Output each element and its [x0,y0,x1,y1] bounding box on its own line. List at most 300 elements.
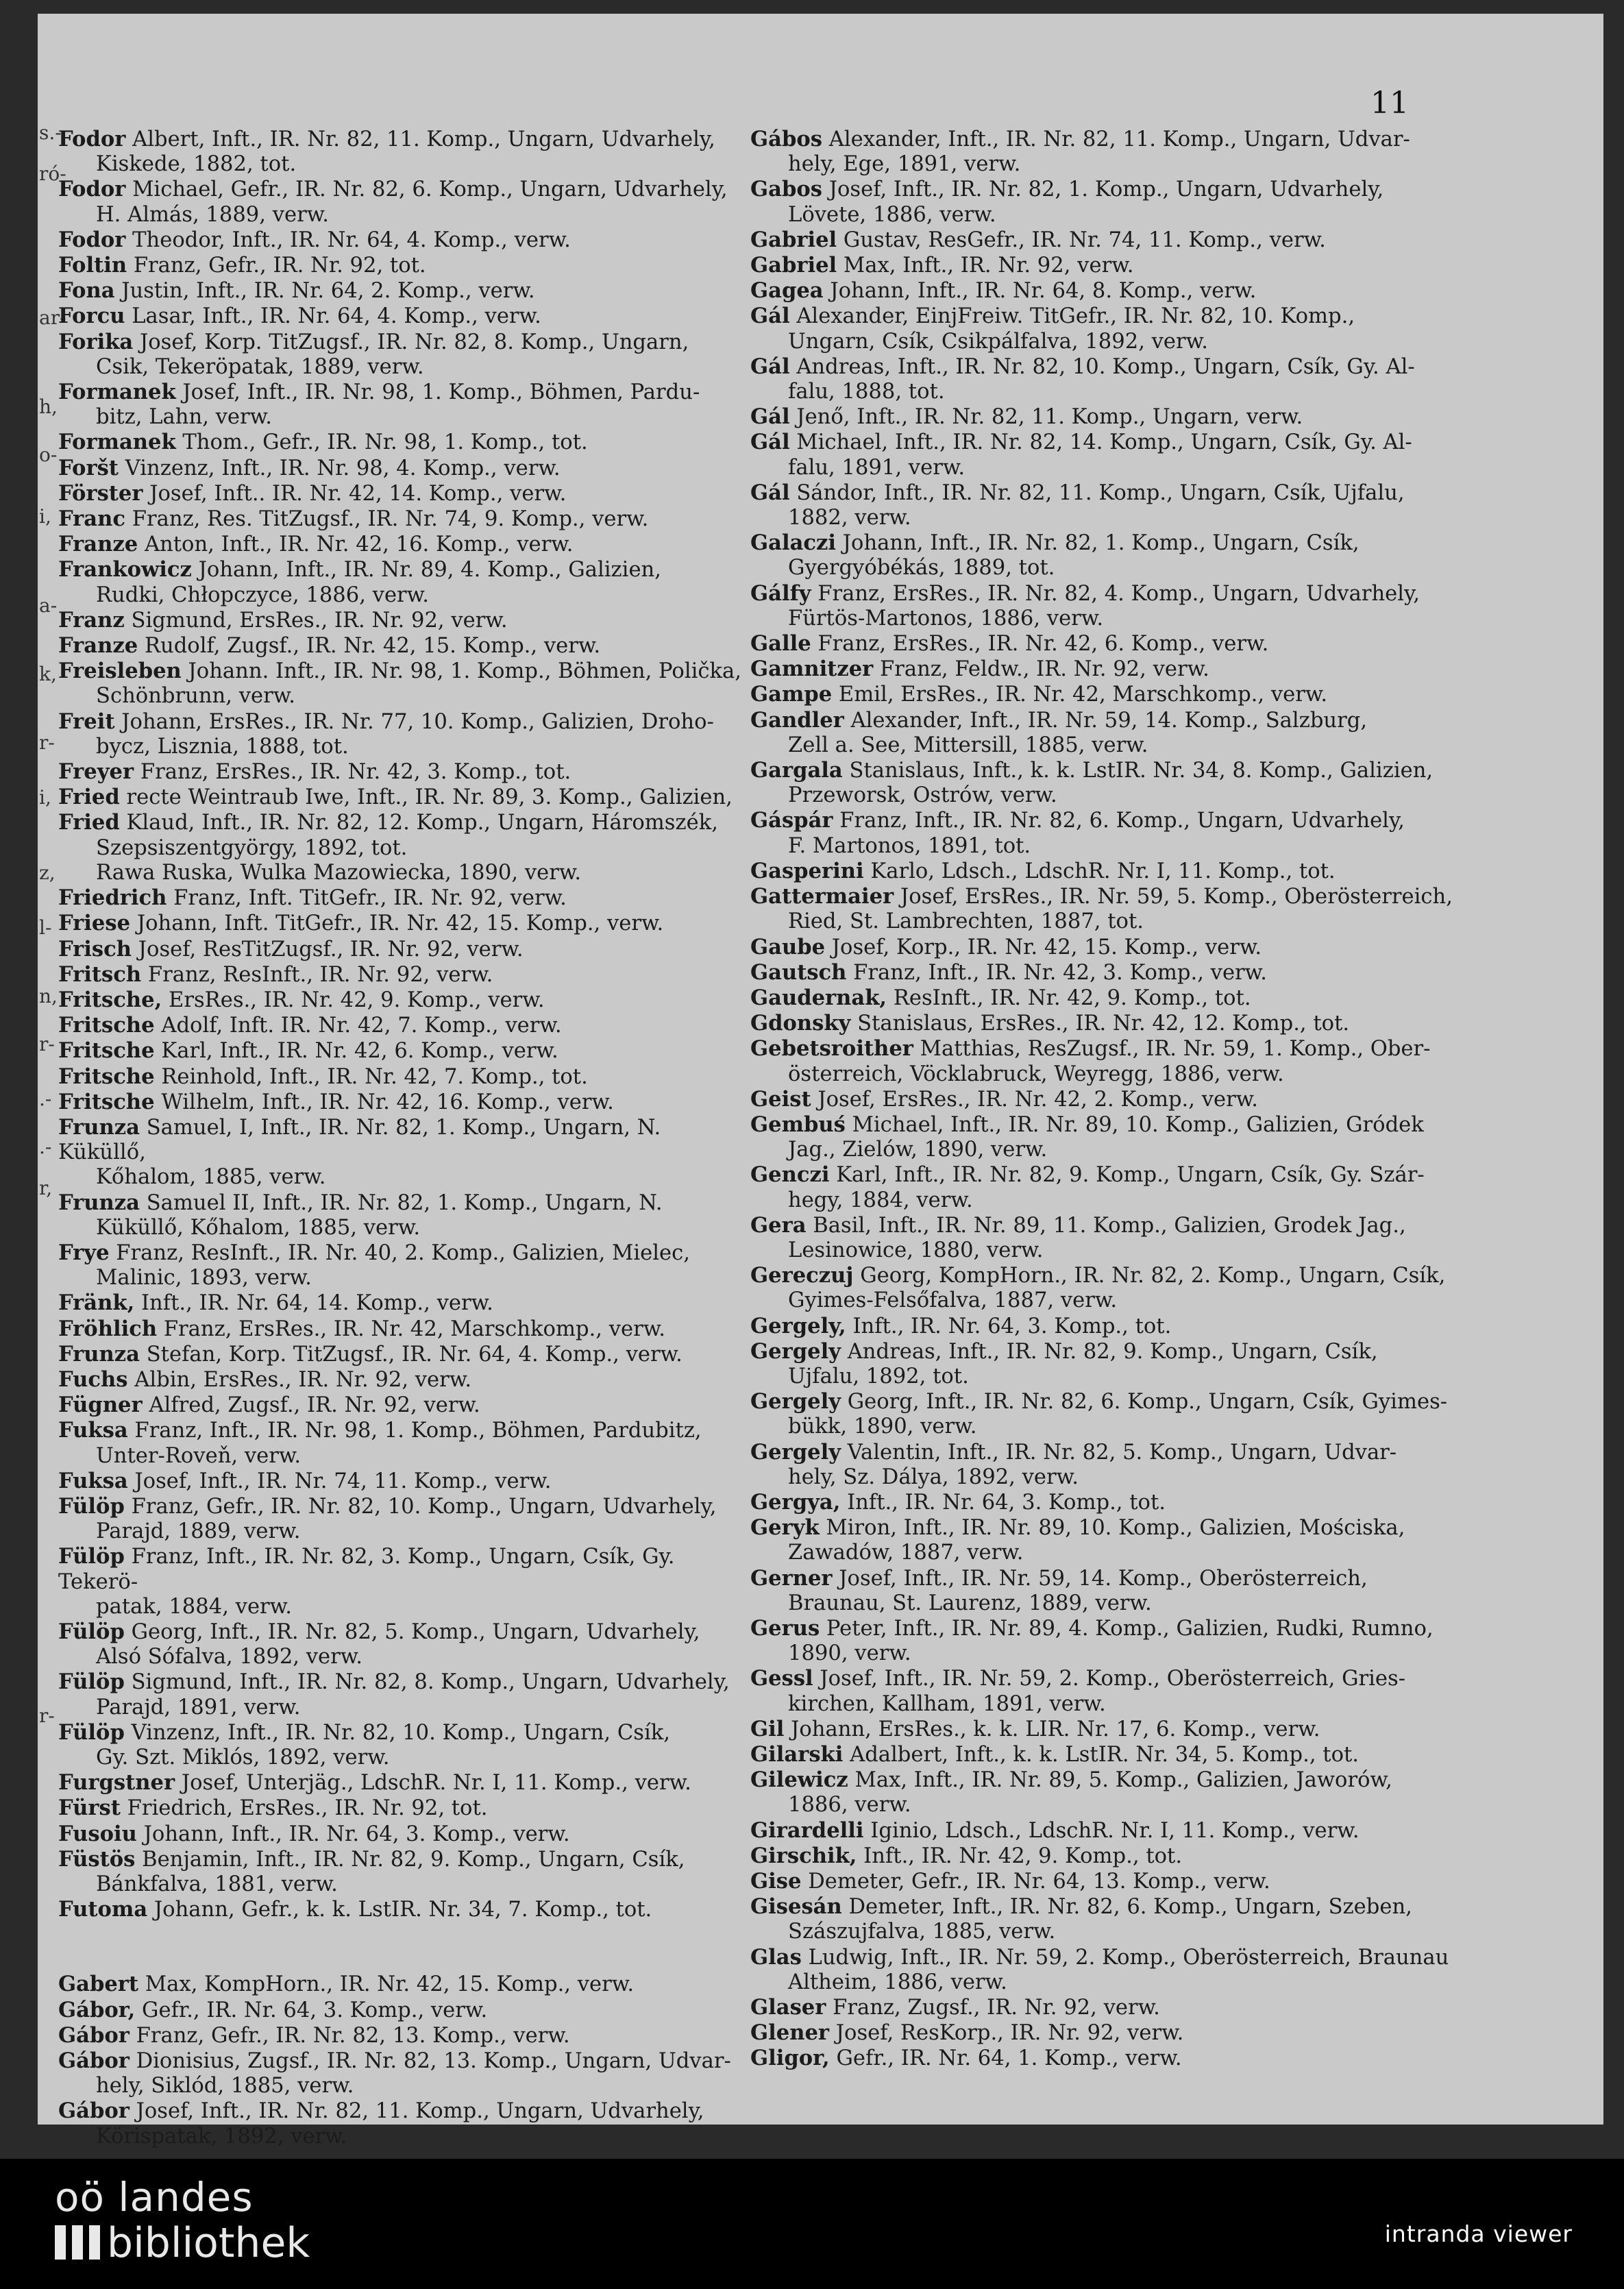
register-entry [58,1619,743,1669]
entry-text: Thom., Gefr., IR. Nr. 98, 1. Komp., tot. [182,430,588,455]
entry-continuation: Zawadów, 1887, verw. [788,1541,1024,1565]
entry-text: Franz, ErsRes., IR. Nr. 42, 3. Komp., tot. [140,760,571,785]
entry-text: Albert, Inft., IR. Nr. 82, 11. Komp., Ungarn, Udvarhely, [132,127,715,151]
entry-surname: Futoma [58,1897,148,1922]
entry-text: Stefan, Korp. TitZugsf., IR. Nr. 64, 4. Komp., verw. [146,1342,682,1367]
entry-continuation: falu, 1891, verw. [788,455,965,480]
entry-surname: Fona [58,278,115,304]
margin-fragment: h, [39,395,58,418]
entry-surname: Girschik, [750,1843,857,1868]
entry-text: Johann, Inft., IR. Nr. 64, 8. Komp., verw. [830,279,1257,304]
entry-continuation: Körispatak, 1892, verw. [96,2124,347,2149]
entry-text: Justin, Inft., IR. Nr. 64, 2. Komp., verw. [121,279,535,304]
entry-text: Franz, ResInft., IR. Nr. 40, 2. Komp., Galizien, Mielec, [116,1240,691,1265]
entry-text: Karl, Inft., IR. Nr. 42, 6. Komp., verw. [161,1039,558,1064]
entry-text: Alexander, Inft., IR. Nr. 59, 14. Komp., Salzburg, [850,708,1368,733]
entry-text: Rudolf, Zugsf., IR. Nr. 42, 15. Komp., verw. [144,634,601,659]
margin-fragment: s.- [39,121,62,144]
margin-fragment: i, [39,505,51,528]
entry-text: Gefr., IR. Nr. 64, 3. Komp., verw. [142,1998,488,2022]
entry-surname: Gálfy [750,580,811,606]
entry-continuation: Ungarn, Csík, Csikpálfalva, 1892, verw. [788,329,1208,354]
register-entry [750,884,1456,934]
entry-surname: Galaczi [750,530,837,556]
library-logo-line2 [55,2219,310,2267]
entry-text: Franz, Gefr., IR. Nr. 82, 10. Komp., Ungarn, Udvarhely, [131,1494,717,1519]
margin-fragment: l- [39,916,52,939]
register-entry [58,785,743,810]
entry-text: Karlo, Ldsch., LdschR. Nr. I, 11. Komp., tot. [870,859,1336,883]
register-entry [750,935,1456,960]
entry-surname: Gergely [750,1439,841,1465]
register-entry [750,354,1456,404]
entry-continuation: bitz, Lahn, verw. [96,405,272,430]
entry-text: Josef, Inft., IR. Nr. 59, 2. Komp., Oberösterreich, Gries- [820,1667,1406,1691]
entry-text: Anton, Inft., IR. Nr. 42, 16. Komp., verw. [144,533,574,557]
entry-text: Albin, ErsRes., IR. Nr. 92, verw. [134,1367,472,1392]
margin-fragment: ró- [39,162,66,185]
entry-continuation: hely, Sz. Dálya, 1892, verw. [788,1465,1079,1489]
register-entry [58,330,743,380]
entry-surname: Gábos [750,127,822,151]
entry-text: Josef, Inft., IR. Nr. 82, 1. Komp., Ungarn, Udvarhely, [828,178,1384,202]
entry-surname: Frunza [58,1341,140,1367]
entry-surname: Fritsche, [58,987,162,1012]
register-entry [750,1945,1456,1995]
entry-surname: Friedrich [58,885,167,911]
entry-continuation: Fürtös-Martonos, 1886, verw. [788,606,1104,631]
entry-surname: Fodor [58,177,126,202]
margin-fragment: r- [39,731,55,754]
entry-surname: Gábor [58,2098,130,2124]
register-entry [750,1818,1456,1844]
entry-text: Sigmund, ErsRes., IR. Nr. 92, verw. [131,608,508,633]
entry-text: Andreas, Inft., IR. Nr. 82, 9. Komp., Ungarn, Csík, [847,1339,1378,1364]
register-entry [750,1995,1456,2020]
register-entry [58,633,743,659]
entry-text: Josef, Inft., IR. Nr. 82, 11. Komp., Ungarn, Udvarhely, [136,2099,704,2124]
entry-continuation: Kőhalom, 1885, verw. [96,1165,326,1190]
entry-surname: Glener [750,2020,830,2046]
entry-surname: Freyer [58,759,134,785]
register-entry [58,1064,743,1090]
register-entry [58,1393,743,1418]
entry-continuation: Schönbrunn, verw. [96,684,295,709]
entry-surname: Gligor, [750,2046,830,2071]
register-entry [750,657,1456,682]
register-entry [750,1869,1456,1894]
register-entry [58,1796,743,1821]
entry-continuation: österreich, Vöcklabruck, Weyregg, 1886, verw. [788,1062,1284,1086]
entry-surname: Glas [750,1944,802,1970]
entry-continuation: Jag., Zielów, 1890, verw. [788,1138,1048,1162]
entry-surname: Fränk, [58,1290,135,1316]
entry-text: Inft., IR. Nr. 64, 14. Komp., verw. [140,1291,493,1316]
viewer-brand-label: intranda viewer [1384,2220,1573,2247]
register-entry [750,1717,1456,1742]
entry-surname: Franze [58,532,138,557]
entry-surname: Fritsche [58,1038,155,1064]
register-entry [58,861,743,885]
entry-text: Vinzenz, Inft., IR. Nr. 82, 10. Komp., Ungarn, Csík, [131,1720,670,1745]
entry-surname: Gábor, [58,1997,136,2022]
register-entry [750,631,1456,657]
entry-surname: Gandler [750,707,844,733]
register-entry [750,530,1456,580]
entry-surname: Gampe [750,682,833,707]
entry-surname: Fritsche [58,1089,155,1114]
register-entry [750,808,1456,858]
register-entry [750,1162,1456,1212]
margin-fragment: n, [39,985,58,1007]
entry-text: Inft., IR. Nr. 64, 3. Komp., tot. [847,1490,1166,1515]
entry-surname: Gergely, [750,1313,846,1338]
entry-text: Samuel, I, Inft., IR. Nr. 82, 1. Komp., Ungarn, N. Küküllő, [58,1115,661,1165]
register-entry [750,304,1456,354]
section-gap [58,1922,743,1972]
entry-continuation: Ried, St. Lambrechten, 1887, tot. [788,909,1144,934]
register-entry [750,859,1456,884]
register-entry [58,2048,743,2098]
entry-surname: Fusoiu [58,1821,137,1846]
entry-surname: Fritsch [58,962,142,987]
entry-surname: Fülöp [58,1719,125,1745]
right-column [750,127,1456,2072]
register-entry [750,1566,1456,1616]
entry-continuation: Gyimes-Felsőfalva, 1887, verw. [788,1288,1118,1313]
entry-surname: Gabriel [750,227,837,252]
entry-surname: Geryk [750,1515,820,1541]
register-entry [750,1515,1456,1565]
left-column [58,127,743,2149]
entry-continuation: hely, Ege, 1891, verw. [788,152,1021,177]
register-entry [58,1418,743,1468]
entry-text: Vinzenz, Inft., IR. Nr. 98, 4. Komp., verw. [125,456,561,480]
register-entry [58,557,743,607]
entry-text: Franz, ResInft., IR. Nr. 92, verw. [147,962,493,987]
entry-text: Johann. Inft., IR. Nr. 98, 1. Komp., Böhmen, Polička, [188,659,742,684]
entry-continuation: Szepsiszentgyörgy, 1892, tot. [96,835,408,860]
register-entry [58,304,743,329]
register-entry [750,1213,1456,1263]
entry-surname: Füstös [58,1846,136,1872]
entry-surname: Fröhlich [58,1316,158,1341]
entry-surname: Geist [750,1086,811,1112]
entry-surname: Fuchs [58,1367,128,1392]
entry-text: Franz, Inft., IR. Nr. 98, 1. Komp., Böhmen, Pardubitz, [134,1419,702,1443]
entry-text: Franz, Inft., IR. Nr. 82, 3. Komp., Ungarn, Csík, Gy. Tekerö- [58,1545,675,1594]
margin-fragment: i, [39,786,51,809]
entry-surname: Fülöp [58,1493,125,1519]
library-logo-line1: oö landes [55,2174,254,2220]
entry-continuation: Przeworsk, Ostrów, verw. [788,783,1057,808]
entry-continuation: Szászujfalva, 1885, verw. [788,1920,1056,1944]
entry-surname: Gál [750,404,790,430]
entry-surname: Gilewicz [750,1767,848,1793]
entry-surname: Gattermaier [750,884,894,909]
entry-text: Josef, Korp. TitZugsf., IR. Nr. 82, 8. Komp., Ungarn, [139,330,689,354]
entry-surname: Gautsch [750,959,847,985]
register-entry [58,481,743,506]
entry-text: Alexander, EinjFreiw. TitGefr., IR. Nr. 82, 10. Komp., [796,304,1355,329]
register-entry [750,986,1456,1011]
entry-text: Iginio, Ldsch., LdschR. Nr. I, 11. Komp., verw. [870,1818,1360,1843]
margin-fragment: .- [39,1088,52,1110]
entry-text: Max, Inft., IR. Nr. 92, verw. [843,254,1134,278]
page-number: 11 [1370,86,1409,121]
entry-text: Josef, ErsRes., IR. Nr. 59, 5. Komp., Oberösterreich, [900,885,1453,909]
entry-surname: Freit [58,709,115,734]
register-entry [750,758,1456,808]
entry-surname: Gabert [58,1972,139,1997]
entry-surname: Gerner [750,1565,833,1591]
entry-continuation: F. Martonos, 1891, tot. [788,833,1031,858]
library-logo-text: bibliothek [107,2219,310,2267]
entry-continuation: Gyergyóbékás, 1889, tot. [788,556,1055,580]
entry-continuation: Braunau, St. Laurenz, 1889, verw. [788,1591,1152,1615]
entry-text: Stanislaus, Inft., k. k. LstIR. Nr. 34, 8. Komp., Galizien, [849,759,1434,783]
entry-text: Valentin, Inft., IR. Nr. 82, 5. Komp., Ungarn, Udvar- [847,1440,1397,1465]
register-entry [750,581,1456,631]
entry-text: Inft., IR. Nr. 42, 9. Komp., tot. [863,1844,1183,1868]
entry-text: ResInft., IR. Nr. 42, 9. Komp., tot. [893,986,1251,1010]
entry-text: Gustav, ResGefr., IR. Nr. 74, 11. Komp., verw. [843,228,1326,252]
entry-continuation: 1886, verw. [788,1793,911,1817]
entry-continuation: falu, 1888, tot. [788,380,945,404]
entry-surname: Fügner [58,1393,143,1418]
register-entry [58,988,743,1013]
entry-surname: Gábor [58,2022,130,2048]
register-entry [58,253,743,278]
entry-text: Franz, Gefr., IR. Nr. 92, tot. [133,254,426,278]
register-entry [58,759,743,785]
library-logo-bars-icon [55,2225,100,2260]
entry-text: Franz, ErsRes., IR. Nr. 42, 6. Komp., verw. [817,632,1269,657]
entry-continuation: Lövete, 1886, verw. [788,202,996,227]
entry-surname: Girardelli [750,1817,864,1843]
register-entry [58,532,743,557]
entry-surname: Gil [750,1716,785,1741]
register-entry [58,228,743,253]
entry-continuation: Parajd, 1889, verw. [96,1519,301,1544]
register-entry [58,1822,743,1847]
register-entry [750,177,1456,227]
register-entry [750,1339,1456,1389]
entry-surname: Gál [750,354,790,379]
entry-continuation: bükk, 1890, verw. [788,1415,977,1439]
register-entry [58,1544,743,1619]
entry-surname: Friese [58,911,131,936]
entry-surname: Gargala [750,758,843,783]
entry-text: Franz, Feldw., IR. Nr. 92, verw. [880,657,1209,682]
register-entry [58,1317,743,1342]
entry-text: Josef, Korp., IR. Nr. 42, 15. Komp., verw. [831,935,1262,959]
register-entry [750,480,1456,530]
entry-continuation: Csik, Tekeröpatak, 1889, verw. [96,354,424,379]
register-entry [58,1367,743,1393]
register-entry [750,1263,1456,1313]
entry-text: Josef, ResKorp., IR. Nr. 92, verw. [835,2021,1184,2046]
entry-surname: Fodor [58,227,126,252]
margin-fragment: a- [39,594,58,617]
scanned-page [38,14,1603,2149]
entry-surname: Forcu [58,304,125,329]
viewer-footer [0,2159,1624,2289]
register-entry [750,1894,1456,1944]
margin-fragment: r, [39,1177,53,1199]
entry-surname: Franz [58,607,125,633]
register-entry [58,1115,743,1190]
entry-text: Friedrich, ErsRes., IR. Nr. 92, tot. [127,1796,488,1821]
register-entry [750,1011,1456,1036]
entry-text: Georg, KompHorn., IR. Nr. 82, 2. Komp., Ungarn, Csík, [860,1264,1446,1288]
entry-text: Franz, Res. TitZugsf., IR. Nr. 74, 9. Komp., verw. [132,507,649,532]
register-entry [58,278,743,304]
entry-surname: Fuksa [58,1418,128,1443]
entry-surname: Galle [750,631,811,657]
entry-text: Johann, Inft. TitGefr., IR. Nr. 42, 15. Komp., verw. [136,911,664,936]
entry-surname: Gerus [750,1615,820,1641]
entry-continuation: kirchen, Kallham, 1891, verw. [788,1691,1106,1716]
entry-text: Adalbert, Inft., k. k. LstIR. Nr. 34, 5. Komp., tot. [850,1743,1360,1767]
register-entry [58,810,743,860]
register-entry [750,127,1456,177]
entry-surname: Furgstner [58,1770,175,1796]
entry-text: Inft., IR. Nr. 64, 3. Komp., tot. [852,1314,1172,1338]
entry-surname: Fülöp [58,1619,125,1644]
register-entry [750,1389,1456,1439]
register-entry [750,1767,1456,1817]
entry-text: Johann, Inft., IR. Nr. 82, 1. Komp., Ungarn, Csík, [842,531,1360,556]
entry-text: Josef, ErsRes., IR. Nr. 42, 2. Komp., verw. [817,1087,1259,1112]
entry-surname: Forika [58,329,134,354]
entry-text: Adolf, Inft. IR. Nr. 42, 7. Komp., verw. [161,1014,562,1038]
entry-surname: Gilarski [750,1742,844,1767]
entry-text: Franz, Inft., IR. Nr. 82, 6. Komp., Ungarn, Udvarhely, [839,809,1405,833]
entry-text: Theodor, Inft., IR. Nr. 64, 4. Komp., verw. [132,228,571,252]
entry-surname: Gera [750,1212,807,1238]
entry-text: Jenő, Inft., IR. Nr. 82, 11. Komp., Ungarn, verw. [796,405,1303,430]
entry-surname: Fülöp [58,1669,125,1695]
register-entry [58,1290,743,1316]
entry-text: Franz, Gefr., IR. Nr. 82, 13. Komp., verw. [136,2023,570,2048]
entry-text: Johann, Inft., IR. Nr. 64, 3. Komp., verw. [143,1822,570,1846]
entry-text: Michael, Inft., IR. Nr. 89, 10. Komp., Galizien, Gródek [852,1112,1424,1137]
entry-surname: Gaudernak, [750,985,887,1010]
register-entry [58,608,743,633]
entry-text: Josef, Inft., IR. Nr. 74, 11. Komp., verw. [134,1469,552,1493]
register-entry [58,430,743,455]
margin-fragment: k, [39,663,57,685]
entry-text: Michael, Inft., IR. Nr. 82, 14. Komp., Ungarn, Csík, Gy. Al- [796,430,1412,455]
register-entry [58,1998,743,2023]
register-entry [58,1469,743,1494]
register-entry [58,177,743,227]
register-entry [58,962,743,988]
entry-surname: Frunza [58,1190,140,1215]
entry-text: Johann, ErsRes., IR. Nr. 77, 10. Komp., Galizien, Droho- [121,709,714,734]
entry-continuation: Ujfalu, 1892, tot. [788,1364,969,1388]
entry-continuation: Malinic, 1893, verw. [96,1266,312,1290]
entry-surname: Formanek [58,380,176,405]
entry-continuation: Bánkfalva, 1881, verw. [96,1872,338,1897]
entry-text: Josef, Inft., IR. Nr. 98, 1. Komp., Böhmen, Pardu- [182,380,700,405]
register-entry [750,1844,1456,1869]
register-entry [58,1240,743,1290]
entry-surname: Fodor [58,127,126,151]
entry-text: Josef, Inft.. IR. Nr. 42, 14. Komp., verw. [149,481,567,506]
register-entry [58,1669,743,1719]
register-entry [58,1494,743,1544]
entry-surname: Glaser [750,1995,826,2020]
entry-continuation: Gy. Szt. Miklós, 1892, verw. [96,1746,390,1770]
entry-text: Michael, Gefr., IR. Nr. 82, 6. Komp., Ungarn, Udvarhely, [132,178,728,202]
entry-text: Matthias, ResZugsf., IR. Nr. 59, 1. Komp., Ober- [920,1037,1431,1062]
entry-surname: Frye [58,1240,110,1265]
entry-surname: Gáspár [750,808,833,833]
register-entry [58,1190,743,1240]
entry-surname: Gisesán [750,1894,842,1920]
entry-surname: Gasperini [750,858,864,883]
entry-continuation: Unter-Roveň, verw. [96,1443,302,1468]
register-entry [750,708,1456,758]
entry-text: Sándor, Inft., IR. Nr. 82, 11. Komp., Ungarn, Csík, Ujfalu, [796,480,1405,505]
entry-continuation: Zell a. See, Mittersill, 1885, verw. [788,733,1148,757]
entry-surname: Gabos [750,177,822,202]
register-entry [58,1090,743,1115]
register-entry [58,709,743,759]
register-entry [750,1490,1456,1515]
entry-text: Andreas, Inft., IR. Nr. 82, 10. Komp., Ungarn, Csík, Gy. Al- [796,354,1415,379]
register-entry [750,404,1456,430]
entry-text: Georg, Inft., IR. Nr. 82, 5. Komp., Ungarn, Udvarhely, [131,1619,700,1644]
margin-fragment: r- [39,1704,55,1727]
entry-continuation: Parajd, 1891, verw. [96,1695,301,1719]
register-entry [58,1720,743,1770]
entry-surname: Fülöp [58,1544,125,1569]
register-entry [750,430,1456,480]
entry-text: Demeter, Inft., IR. Nr. 82, 6. Komp., Ungarn, Szeben, [848,1895,1412,1920]
register-entry [58,127,743,177]
register-entry [58,2098,743,2149]
entry-text: Wilhelm, Inft., IR. Nr. 42, 16. Komp., verw. [161,1090,614,1114]
margin-fragment: ar- [39,306,66,329]
entry-text: Rawa Ruska, Wulka Mazowiecka, 1890, verw. [96,860,582,885]
entry-surname: Fried [58,810,120,835]
register-entry [750,1112,1456,1162]
entry-surname: Foltin [58,253,127,278]
entry-continuation: Altheim, 1886, verw. [788,1970,1007,1994]
entry-surname: Gagea [750,278,824,304]
entry-text: Josef, ResTitZugsf., IR. Nr. 92, verw. [138,937,524,962]
register-entry [750,1036,1456,1086]
register-entry [750,1666,1456,1716]
entry-surname: Fuksa [58,1468,128,1493]
entry-surname: Gabriel [750,253,837,278]
entry-text: Alexander, Inft., IR. Nr. 82, 11. Komp., Ungarn, Udvar- [828,127,1410,151]
entry-text: Lasar, Inft., IR. Nr. 64, 4. Komp., verw. [132,304,541,329]
entry-surname: Gamnitzer [750,657,874,682]
register-entry [58,937,743,962]
entry-text: Johann, ErsRes., k. k. LIR. Nr. 17, 6. Komp., verw. [791,1717,1320,1741]
entry-text: Franz, ErsRes., IR. Nr. 82, 4. Komp., Ungarn, Udvarhely, [817,581,1420,606]
entry-text: Miron, Inft., IR. Nr. 89, 10. Komp., Galizien, Mościska, [826,1516,1405,1541]
register-entry [750,1087,1456,1112]
register-entry [58,659,743,709]
entry-text: Emil, ErsRes., IR. Nr. 42, Marschkomp., verw. [838,683,1328,707]
register-entry [58,1342,743,1367]
entry-surname: Gdonsky [750,1011,851,1036]
